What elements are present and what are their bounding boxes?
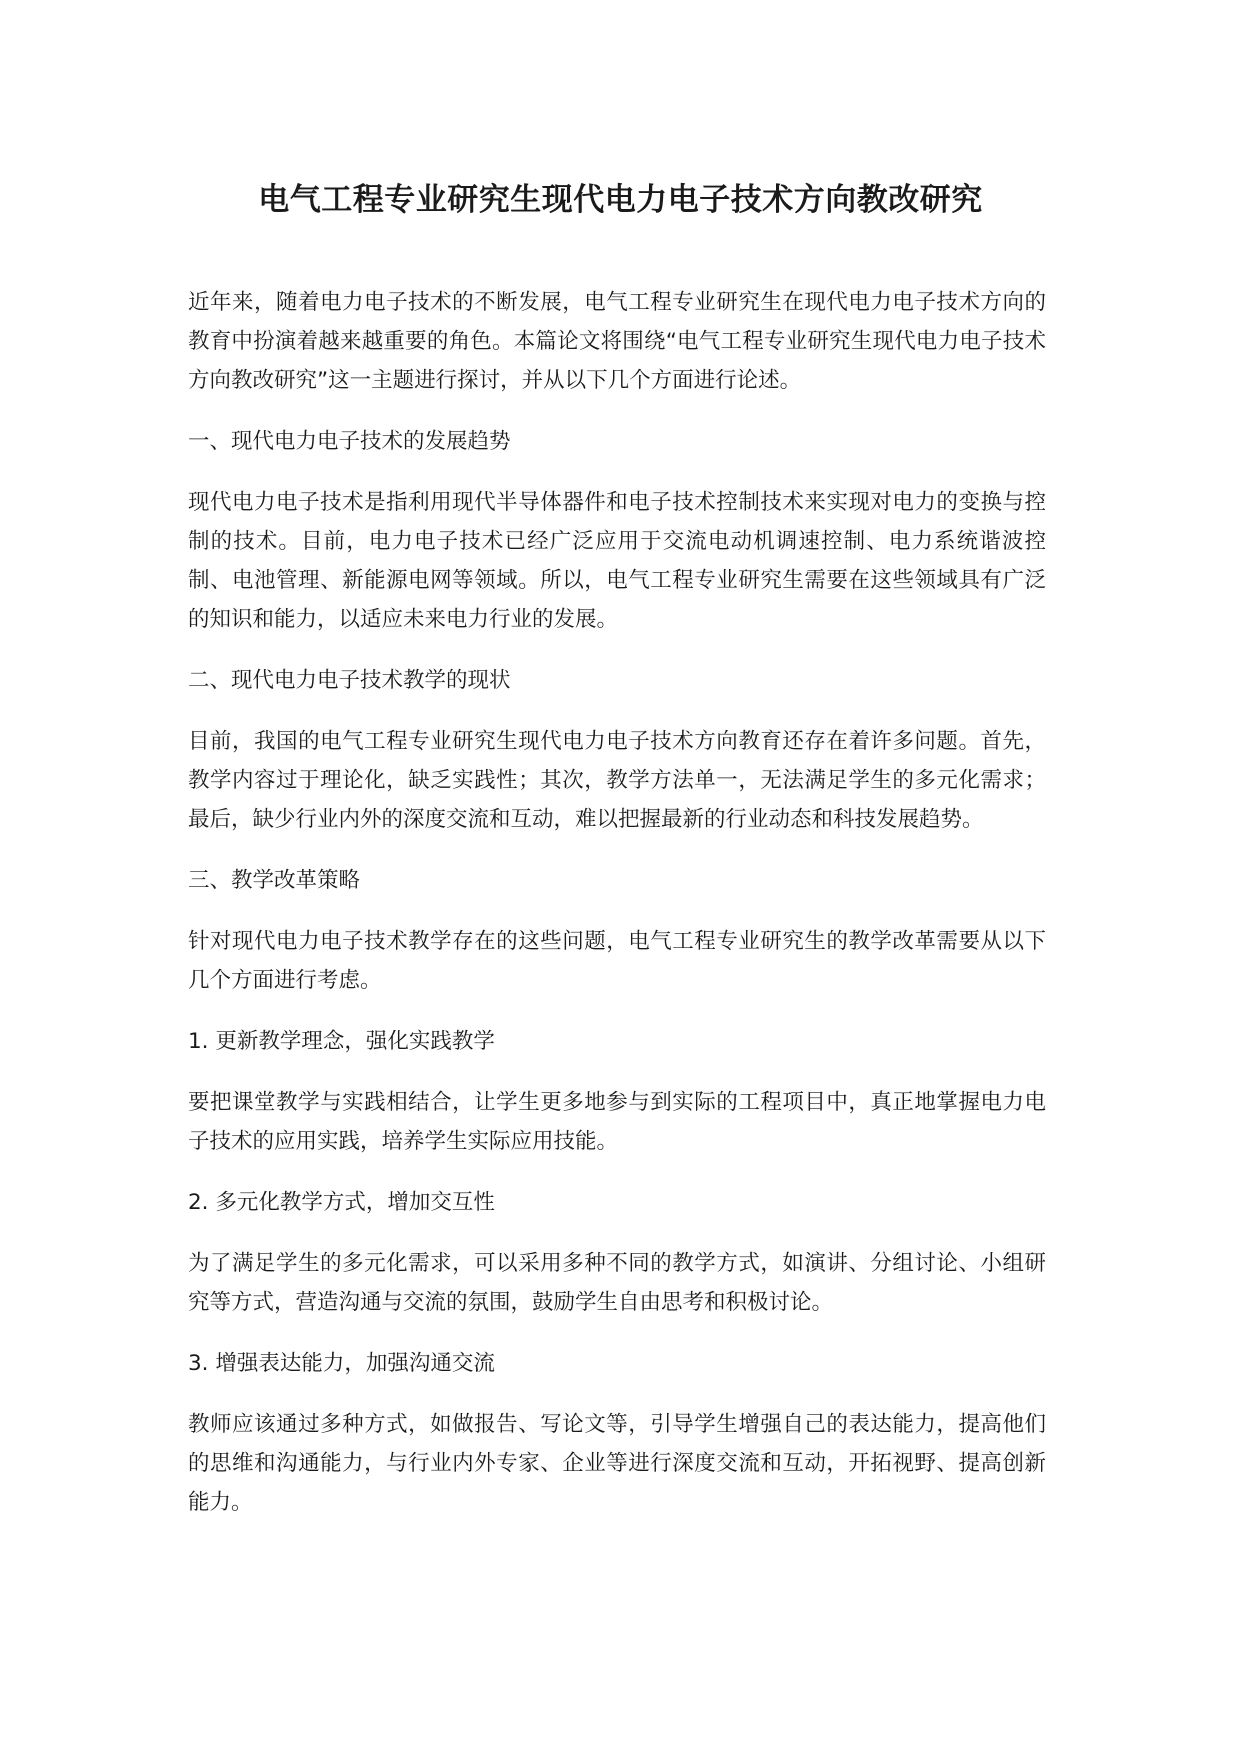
section-heading-2: 二、现代电力电子技术教学的现状 bbox=[188, 668, 511, 693]
paragraph-status: 目前，我国的电气工程专业研究生现代电力电子技术方向教育还存在着许多问题。首先，教学内容过于理论化，缺乏实践性；其次，教学方法单一，无法满足学生的多元化需求；最后，缺少行业内外的深度交流和互动，难以把握最新的行业动态和科技发展趋势。 bbox=[188, 729, 1046, 832]
paragraph-communication: 教师应该通过多种方式，如做报告、写论文等，引导学生增强自己的表达能力，提高他们的思维和沟通能力，与行业内外专家、企业等进行深度交流和互动，开拓视野、提高创新能力。 bbox=[188, 1412, 1046, 1515]
paragraph-trends: 现代电力电子技术是指利用现代半导体器件和电子技术控制技术来实现对电力的变换与控制的技术。目前，电力电子技术已经广泛应用于交流电动机调速控制、电力系统谐波控制、电池管理、新能源电网等领域。所以，电气工程专业研究生需要在这些领域具有广泛的知识和能力，以适应未来电力行业的发展。 bbox=[188, 490, 1046, 632]
paragraph-strategy: 针对现代电力电子技术教学存在的这些问题，电气工程专业研究生的教学改革需要从以下几个方面进行考虑。 bbox=[188, 929, 1046, 993]
paragraph-diversified: 为了满足学生的多元化需求，可以采用多种不同的教学方式，如演讲、分组讨论、小组研究等方式，营造沟通与交流的氛围，鼓励学生自由思考和积极讨论。 bbox=[188, 1251, 1046, 1315]
paragraph-practice: 要把课堂教学与实践相结合，让学生更多地参与到实际的工程项目中，真正地掌握电力电子技术的应用实践，培养学生实际应用技能。 bbox=[188, 1090, 1046, 1154]
paragraph-intro: 近年来，随着电力电子技术的不断发展，电气工程专业研究生在现代电力电子技术方向的教育中扮演着越来越重要的角色。本篇论文将围绕“电气工程专业研究生现代电力电子技术方向教改研究”这一主题进行探讨，并从以下几个方面进行论述。 bbox=[188, 290, 1046, 393]
document-body bbox=[188, 283, 1046, 1544]
subsection-heading-2: 2. 多元化教学方式，增加交互性 bbox=[188, 1190, 495, 1215]
document-title: 电气工程专业研究生现代电力电子技术方向教改研究 bbox=[258, 182, 983, 218]
subsection-heading-1: 1. 更新教学理念，强化实践教学 bbox=[188, 1029, 495, 1054]
section-heading-1: 一、现代电力电子技术的发展趋势 bbox=[188, 429, 511, 454]
subsection-heading-3: 3. 增强表达能力，加强沟通交流 bbox=[188, 1351, 495, 1376]
section-heading-3: 三、教学改革策略 bbox=[188, 868, 361, 893]
